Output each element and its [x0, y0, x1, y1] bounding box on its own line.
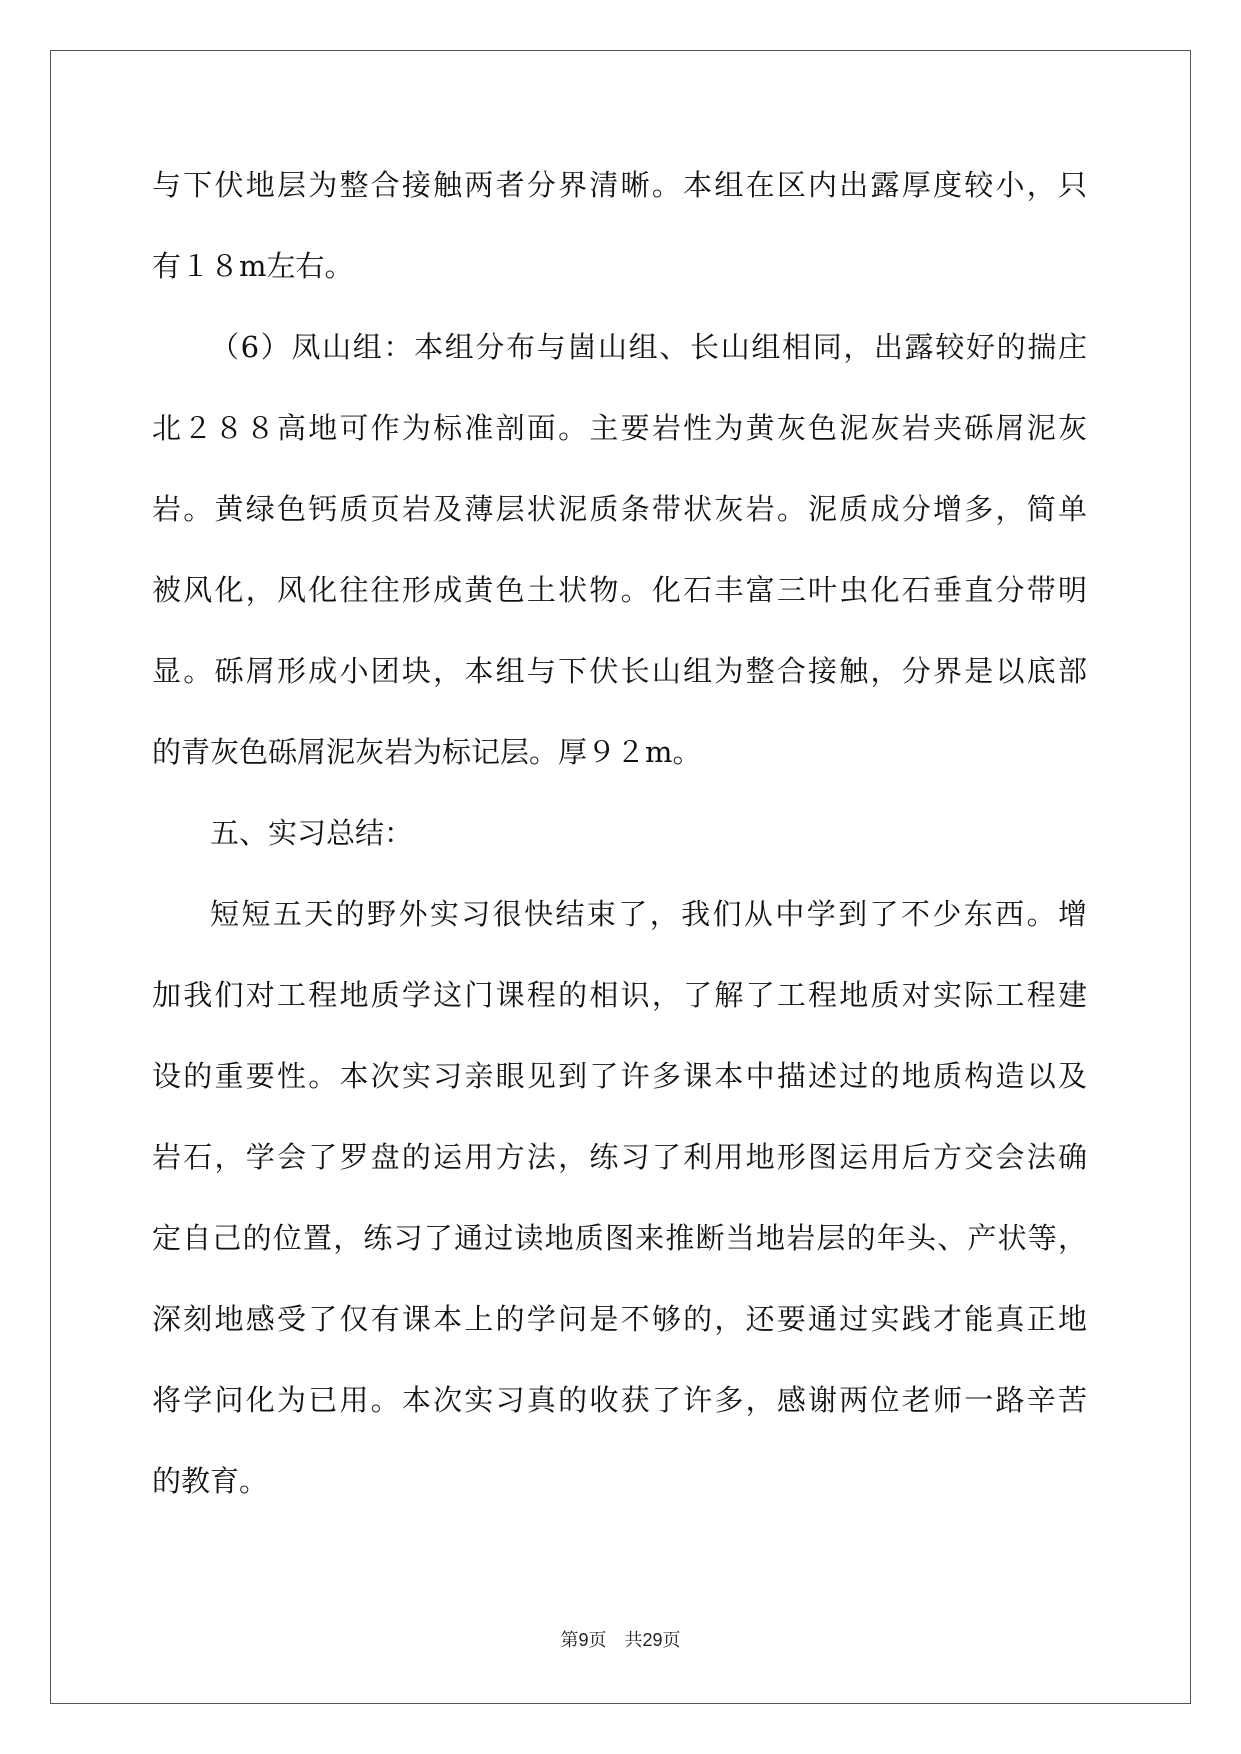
page-suffix: 页 [588, 1630, 607, 1651]
text-line: 被风化，风化往往形成黄色土状物。化石丰富三叶虫化石垂直分带明 [152, 573, 1087, 607]
text-line: 的青灰色砾屑泥灰岩为标记层。厚９２m。 [152, 735, 702, 769]
text-line: 设的重要性。本次实习亲眼见到了许多课本中描述过的地质构造以及 [152, 1059, 1087, 1093]
text-line: 将学问化为已用。本次实习真的收获了许多，感谢两位老师一路辛苦 [152, 1383, 1087, 1417]
text-line: 深刻地感受了仅有课本上的学问是不够的，还要通过实践才能真正地 [152, 1302, 1087, 1336]
text-line: 显。砾屑形成小团块，本组与下伏长山组为整合接触，分界是以底部 [152, 654, 1087, 688]
text-line: 的教育。 [152, 1464, 269, 1498]
page-prefix: 第 [560, 1630, 579, 1651]
text-line: 加我们对工程地质学这门课程的相识，了解了工程地质对实际工程建 [152, 978, 1087, 1012]
text-line: 与下伏地层为整合接触两者分界清晰。本组在区内出露厚度较小，只 [152, 168, 1087, 202]
text-line: 岩石，学会了罗盘的运用方法，练习了利用地形图运用后方交会法确 [152, 1140, 1087, 1174]
total-prefix: 共 [624, 1630, 643, 1651]
text-line: 北２８８高地可作为标准剖面。主要岩性为黄灰色泥灰岩夹砾屑泥灰 [152, 411, 1087, 445]
text-line: 岩。黄绿色钙质页岩及薄层状泥质条带状灰岩。泥质成分增多，简单 [152, 492, 1087, 526]
page-footer [0, 1628, 1241, 1653]
text-line: 短短五天的野外实习很快结束了，我们从中学到了不少东西。增 [210, 897, 1087, 931]
text-line: 有１８m左右。 [152, 249, 354, 283]
text-line: 定自己的位置，练习了通过读地质图来推断当地岩层的年头、产状等， [152, 1221, 1087, 1255]
total-pages: 29 [642, 1630, 663, 1650]
section-heading: 五、实习总结： [210, 816, 414, 850]
total-suffix: 页 [662, 1630, 681, 1651]
page-number: 9 [578, 1630, 589, 1650]
paragraph-heading-fengshan: （6）凤山组：本组分布与崮山组、长山组相同，出露较好的揣庄 [210, 330, 1087, 364]
